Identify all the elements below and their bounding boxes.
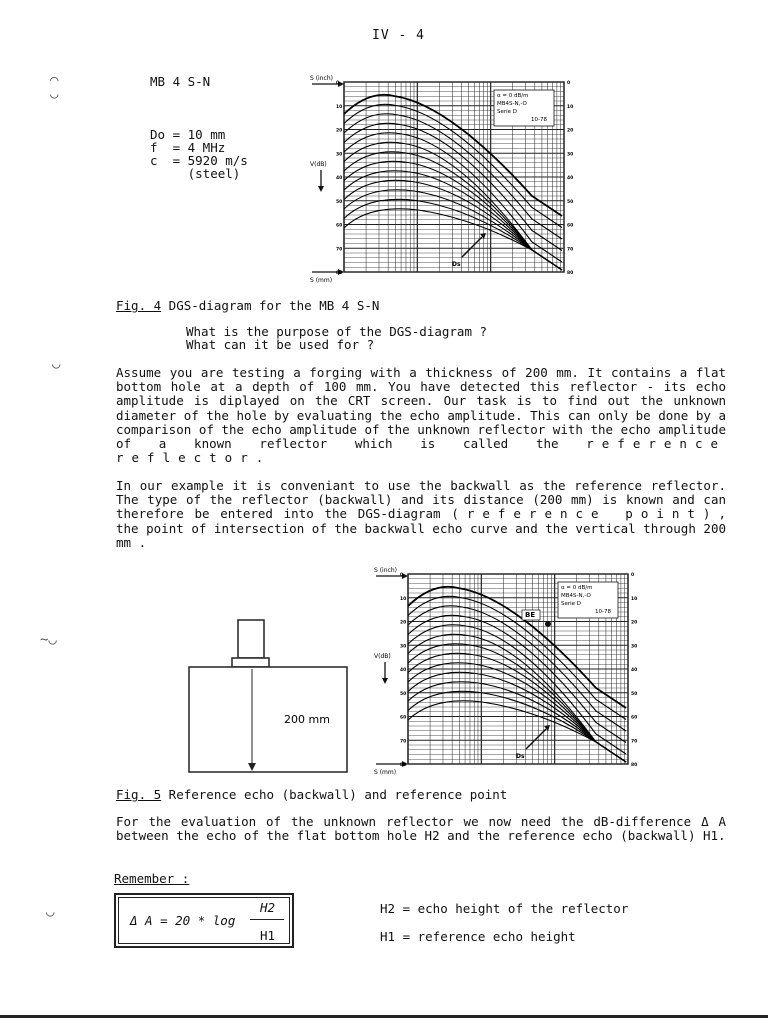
db-tick-left: 30 <box>336 152 343 158</box>
question-2: What can it be used for ? <box>186 337 375 352</box>
db-tick-right: 20 <box>631 620 638 626</box>
db-tick-right: 0 <box>567 81 571 86</box>
page-bottom-rule <box>0 1015 768 1018</box>
db-tick-left: 10 <box>400 596 407 602</box>
legend-entry: α = 0 dB/m <box>561 585 593 591</box>
db-tick-right: 50 <box>567 199 574 205</box>
v-db-label: V(dB) <box>310 161 327 168</box>
dgs-curve <box>408 634 626 762</box>
thickness-label: 200 mm <box>284 713 330 726</box>
margin-mark: ◡ <box>46 904 55 920</box>
dgs-diagram-fig4 <box>308 74 580 286</box>
db-tick-left: 80 <box>400 763 407 768</box>
question-1: What is the purpose of the DGS-diagram ? <box>186 324 488 339</box>
margin-mark: ~◡ <box>40 632 57 648</box>
legend-entry: MB4S-N,-O <box>561 593 591 599</box>
dgs-curve <box>344 171 562 270</box>
db-tick-right: 80 <box>631 763 638 768</box>
ds-label: Ds <box>516 753 525 760</box>
dgs-diagram-fig5 <box>372 566 644 778</box>
dgs-curve <box>344 133 562 262</box>
dgs-curve <box>408 606 626 731</box>
margin-mark: ⌒ <box>50 72 59 88</box>
db-tick-right: 30 <box>567 152 574 158</box>
ds-label: Ds <box>452 261 461 268</box>
legend-entry: 10-78 <box>531 117 547 123</box>
db-tick-right: 10 <box>631 596 638 602</box>
chart-legend <box>558 582 618 618</box>
v-db-label: V(dB) <box>374 653 391 660</box>
db-tick-left: 30 <box>400 644 407 650</box>
formula-denominator: H1 <box>260 928 276 943</box>
dgs-curve <box>408 625 626 754</box>
fraction-bar <box>250 919 284 920</box>
db-tick-right: 10 <box>567 104 574 110</box>
db-tick-right: 60 <box>567 223 574 229</box>
fig5-label: Fig. 5 <box>116 787 162 802</box>
paragraph-2-text-a: In our example it is conveniant to use the backwall as the reference reflector. The type of the reflector (backwall) and its distance (200 mm) is known and can therefore be entered into the DGS-diagram <box>116 478 726 522</box>
legend-entry: 10-78 <box>595 609 611 615</box>
db-tick-right: 30 <box>631 644 638 650</box>
db-tick-left: 0 <box>336 81 340 86</box>
paragraph-1-text: Assume you are testing a forging with a thickness of 200 mm. It contains a flat bottom hole at a depth of 100 mm. You have detected this reflector - its echo amplitude is diplayed on the CRT screen. Our task is to find out the unknown diameter of the hole by evaluating the echo amplitude. This can only be done by a comparison of the echo amplitude of the unknown reflector with the echo amplitude of a known reflector which is called the <box>116 365 726 452</box>
probe-parameters: Do = 10 mm f = 4 MHz c = 5920 m/s (steel) <box>150 127 248 181</box>
questions <box>186 325 768 351</box>
db-tick-left: 60 <box>400 715 407 721</box>
db-tick-left: 50 <box>400 691 407 697</box>
db-tick-left: 70 <box>336 247 343 253</box>
reference-reflector-spaced: reference reflector. <box>116 436 726 466</box>
db-tick-left: 40 <box>400 668 407 673</box>
reference-point <box>545 621 551 627</box>
dgs-curve <box>344 114 562 239</box>
backwall-label: BE <box>525 611 536 619</box>
db-tick-left: 20 <box>336 128 343 134</box>
chart-legend <box>494 90 554 126</box>
db-tick-left: 20 <box>400 620 407 626</box>
db-tick-right: 0 <box>631 573 635 578</box>
probe-shoe <box>232 658 269 667</box>
paragraph-1 <box>116 366 726 465</box>
db-tick-right: 70 <box>631 739 638 745</box>
formula-numerator: H2 <box>260 900 276 915</box>
fig4-caption <box>116 298 379 313</box>
s-mm-label: S (mm) <box>374 769 397 776</box>
probe-model: MB 4 S-N <box>150 74 211 89</box>
reference-point-spaced: (reference point) <box>451 506 719 522</box>
db-tick-right: 80 <box>567 271 574 276</box>
legend-entry: α = 0 dB/m <box>497 93 529 99</box>
db-tick-right: 60 <box>631 715 638 721</box>
paragraph-2 <box>116 479 726 550</box>
dgs-curve <box>408 691 626 762</box>
s-inch-label: S (inch) <box>374 567 397 574</box>
db-tick-left: 10 <box>336 104 343 110</box>
test-block-sketch <box>186 617 350 777</box>
legend-entry: Serie D <box>497 109 518 115</box>
legend-entry: Serie D <box>561 601 582 607</box>
paragraph-3: For the evaluation of the unknown reflector we now need the dB-difference Δ A between the echo of the flat bottom hole H2 and the reference echo (backwall) H1. <box>116 814 726 844</box>
fig4-text: DGS-diagram for the MB 4 S-N <box>161 298 380 313</box>
s-mm-label: S (mm) <box>310 277 333 284</box>
db-tick-right: 50 <box>631 691 638 697</box>
dgs-curve <box>344 199 562 270</box>
dgs-curve <box>408 663 626 762</box>
db-tick-left: 40 <box>336 176 343 181</box>
dgs-curve <box>344 142 562 270</box>
reference-point-marker <box>522 610 551 627</box>
db-tick-right: 40 <box>567 176 574 181</box>
db-tick-left: 60 <box>336 223 343 229</box>
db-tick-left: 70 <box>400 739 407 745</box>
definition-h2: H2 = echo height of the reflector <box>380 901 629 916</box>
formula-box <box>114 893 294 948</box>
formula-lhs: Δ A = 20 * log <box>130 913 236 928</box>
margin-mark: ◡ <box>52 356 61 372</box>
remember-heading: Remember : <box>114 871 190 886</box>
db-tick-left: 50 <box>336 199 343 205</box>
fig5-caption <box>116 787 507 802</box>
s-inch-label: S (inch) <box>310 75 333 82</box>
probe-housing <box>238 620 264 658</box>
legend-entry: MB4S-N,-O <box>497 101 527 107</box>
page-number: IV - 4 <box>372 28 425 43</box>
paragraph-2-text-b: , the point of intersection of the backwall echo curve and the vertical through 200 mm . <box>116 506 726 550</box>
db-tick-left: 80 <box>336 271 343 276</box>
margin-mark: ◡ <box>50 86 59 102</box>
db-tick-right: 40 <box>631 668 638 673</box>
db-tick-right: 70 <box>567 247 574 253</box>
db-tick-left: 0 <box>400 573 404 578</box>
fig4-label: Fig. 4 <box>116 298 162 313</box>
db-tick-right: 20 <box>567 128 574 134</box>
fig5-text: Reference echo (backwall) and reference point <box>161 787 508 802</box>
definition-h1: H1 = reference echo height <box>380 929 576 944</box>
